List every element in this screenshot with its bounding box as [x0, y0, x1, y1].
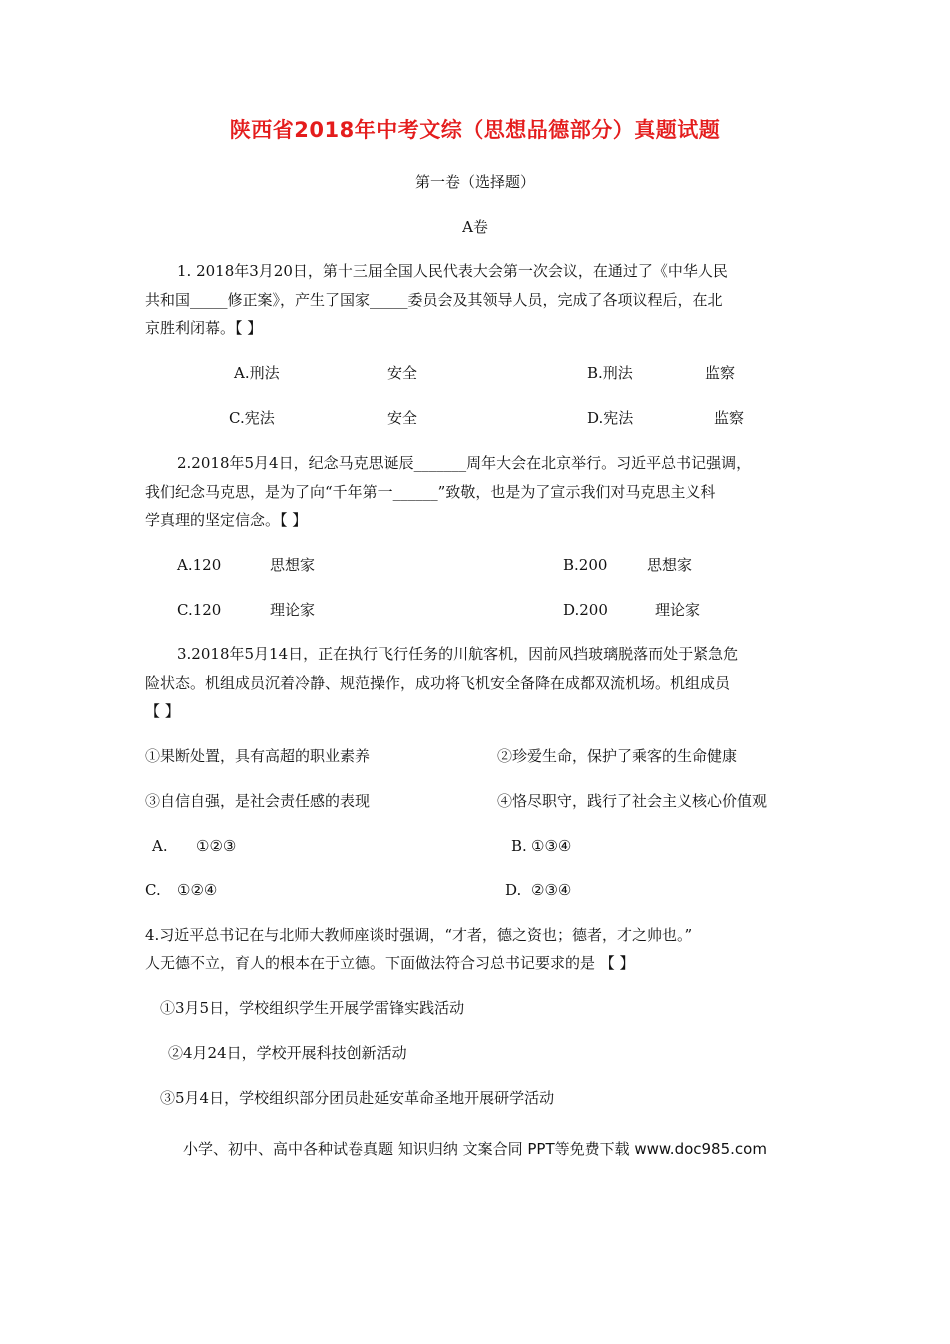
document-title: 陕西省2018年中考文综（思想品德部分）真题试题 [229, 118, 721, 142]
q3-option-a-label: A. [152, 837, 168, 855]
q2-line-1: 2.2018年5月4日，纪念马克思诞辰_______周年大会在北京举行。习近平总书记强调， [177, 454, 752, 472]
subsection-heading: A卷 [462, 218, 488, 236]
q1-line-3: 京胜利闭幕。【 】 [145, 319, 263, 337]
q2-option-d-text: 理论家 [655, 601, 701, 619]
q3-option-b-text: ①③④ [531, 837, 572, 855]
q3-line-1: 3.2018年5月14日，正在执行飞行任务的川航客机，因前风挡玻璃脱落而处于紧急危 [177, 645, 739, 663]
q2-option-b-text: 思想家 [647, 556, 693, 574]
q3-item-3: ③自信自强，是社会责任感的表现 [145, 792, 371, 810]
q3-option-c-text: ①②④ [177, 881, 218, 899]
q1-option-c-text: 安全 [387, 409, 418, 427]
q4-item-1: ①3月5日，学校组织学生开展学雷锋实践活动 [160, 999, 465, 1017]
q2-option-c-label: C.120 [177, 601, 222, 619]
q1-option-d-text: 监察 [714, 409, 745, 427]
q2-option-a-label: A.120 [177, 556, 222, 574]
q4-line-1: 4.习近平总书记在与北师大教师座谈时强调，“才者，德之资也；德者，才之帅也。” [145, 926, 693, 944]
q1-option-b-label: B.刑法 [587, 364, 633, 382]
q3-item-2: ②珍爱生命，保护了乘客的生命健康 [497, 747, 738, 765]
footer-advert: 小学、初中、高中各种试卷真题 知识归纳 文案合同 PPT等免费下载 www.doc985.com [183, 1140, 767, 1158]
q1-option-c-label: C.宪法 [229, 409, 275, 427]
q3-item-4: ④恪尽职守，践行了社会主义核心价值观 [497, 792, 768, 810]
q4-item-3: ③5月4日，学校组织部分团员赴延安革命圣地开展研学活动 [160, 1089, 555, 1107]
q3-line-3: 【 】 [145, 702, 180, 720]
q1-option-a-label: A.刑法 [234, 364, 280, 382]
q2-line-2: 我们纪念马克思，是为了向“千年第一______”致敬，也是为了宣示我们对马克思主义科 [145, 483, 716, 501]
q3-option-a-text: ①②③ [196, 837, 237, 855]
q1-option-a-text: 安全 [387, 364, 418, 382]
q2-line-3: 学真理的坚定信念。【 】 [145, 511, 308, 529]
q3-item-1: ①果断处置，具有高超的职业素养 [145, 747, 371, 765]
section-heading: 第一卷（选择题） [414, 173, 535, 191]
q2-option-c-text: 理论家 [270, 601, 316, 619]
q1-line-1: 1. 2018年3月20日，第十三届全国人民代表大会第一次会议，在通过了《中华人民 [177, 262, 728, 280]
q3-line-2: 险状态。机组成员沉着冷静、规范操作，成功将飞机安全备降在成都双流机场。机组成员 [145, 674, 731, 692]
q2-option-d-label: D.200 [563, 601, 608, 619]
q1-option-b-text: 监察 [705, 364, 736, 382]
q2-option-a-text: 思想家 [270, 556, 316, 574]
q4-item-2: ②4月24日，学校开展科技创新活动 [168, 1044, 407, 1062]
q2-option-b-label: B.200 [563, 556, 608, 574]
q3-option-c-label: C. [145, 881, 161, 899]
q1-option-d-label: D.宪法 [587, 409, 634, 427]
q3-option-b-label: B. [511, 837, 527, 855]
q1-line-2: 共和国_____修正案》，产生了国家_____委员会及其领导人员，完成了各项议程后，在北 [145, 291, 723, 309]
q3-option-d-label: D. [505, 881, 522, 899]
q4-line-2: 人无德不立，育人的根本在于立德。下面做法符合习总书记要求的是 【 】 [145, 954, 635, 972]
q3-option-d-text: ②③④ [531, 881, 572, 899]
